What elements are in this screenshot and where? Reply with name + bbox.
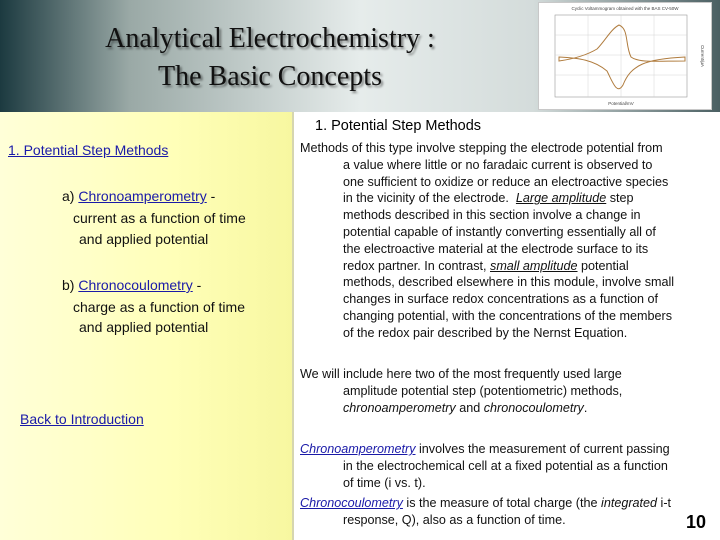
- left-item-b: [62, 277, 201, 293]
- p2-text: and: [455, 400, 484, 415]
- page-number: 10: [686, 512, 707, 532]
- p1-line: [300, 258, 712, 275]
- paragraph-1: [300, 140, 712, 342]
- item-a-description-1: current as a function of time: [73, 210, 246, 226]
- voltammogram-plot: [539, 3, 711, 109]
- paragraph-2: [300, 366, 712, 416]
- chronoamperometry-definition-link[interactable]: Chronoamperometry: [300, 442, 416, 456]
- p4-text: i-t: [657, 496, 672, 510]
- chronoamperometry-link[interactable]: Chronoamperometry: [78, 188, 207, 204]
- p1-line: a value where little or no faradaic current is observed to: [343, 157, 653, 172]
- p1-line: [300, 190, 712, 207]
- p1-line: Methods of this type involve stepping the electrode potential from: [300, 141, 663, 155]
- cyclic-voltammogram-thumbnail: [538, 2, 712, 110]
- back-to-introduction-item: [20, 411, 144, 427]
- p3-line: of time (i vs. t).: [343, 475, 426, 490]
- p2-line: [300, 400, 712, 417]
- p1-text: in the vicinity of the electrode.: [343, 191, 509, 206]
- small-amplitude-emphasis: small amplitude: [490, 258, 578, 273]
- header-banner: [0, 0, 720, 112]
- item-b-description-1: charge as a function of time: [73, 299, 245, 315]
- p1-line: of the redox pair described by the Nernst Equation.: [343, 325, 628, 340]
- chronocoulometry-link[interactable]: Chronocoulometry: [78, 277, 193, 293]
- left-item-1: [8, 142, 168, 158]
- item-a-prefix: a): [62, 188, 79, 204]
- p4-line: response, Q), also as a function of time.: [343, 512, 566, 527]
- integrated-emphasis: integrated: [601, 496, 658, 510]
- chronocoulometry-emphasis: chronocoulometry: [483, 400, 584, 415]
- p3-line: in the electrochemical cell at a fixed potential as a function: [343, 458, 668, 473]
- slide-title: [60, 20, 480, 96]
- p1-line: the electroactive material at the electrode surface to its: [343, 241, 649, 256]
- panel-divider: [292, 112, 294, 540]
- p1-line: methods, described elsewhere in this module, involve small: [343, 275, 675, 290]
- p1-line: changing potential, with the concentrations of the members: [343, 308, 673, 323]
- p2-text: .: [583, 400, 588, 415]
- p1-text: step: [606, 191, 634, 206]
- thumbnail-caption: Cyclic Voltammogram obtained with the BAS CV-50W: [571, 6, 679, 11]
- p2-line: We will include here two of the most frequently used large: [300, 367, 622, 381]
- p1-text: potential: [577, 258, 629, 273]
- title-line-2: The Basic Concepts: [158, 61, 382, 92]
- chronoamperometry-emphasis: chronoamperometry: [343, 400, 456, 415]
- potential-step-methods-link[interactable]: 1. Potential Step Methods: [8, 142, 169, 158]
- p1-line: one sufficient to oxidize or reduce an electroactive species: [343, 174, 669, 189]
- p3-text: involves the measurement of current passing: [415, 442, 670, 456]
- thumbnail-y-label: Current/µA: [700, 45, 705, 67]
- item-b-suffix: -: [192, 277, 202, 293]
- paragraph-3: [300, 441, 712, 491]
- large-amplitude-emphasis: Large amplitude: [515, 191, 607, 206]
- chronocoulometry-definition-link[interactable]: Chronocoulometry: [300, 496, 403, 510]
- p2-line: amplitude potential step (potentiometric) methods,: [343, 383, 623, 398]
- p1-line: methods described in this section involve a change in: [343, 208, 641, 223]
- section-heading: 1. Potential Step Methods: [315, 118, 482, 134]
- back-to-introduction-link[interactable]: Back to Introduction: [20, 411, 144, 427]
- left-item-a: [62, 188, 215, 204]
- p4-text: is the measure of total charge (the: [402, 496, 602, 510]
- item-b-description-2: and applied potential: [79, 319, 209, 335]
- paragraph-4: [300, 495, 712, 529]
- item-a-description-2: and applied potential: [79, 231, 209, 247]
- voltammogram-curve: [559, 25, 685, 89]
- item-a-suffix: -: [206, 188, 216, 204]
- p1-text: redox partner. In contrast,: [343, 258, 487, 273]
- p1-line: potential capable of instantly converting essentially all of: [343, 224, 656, 239]
- thumbnail-x-label: Potential/mV: [608, 101, 634, 106]
- title-line-1: Analytical Electrochemistry :: [105, 23, 435, 54]
- p1-line: changes in surface redox concentrations as a function of: [343, 292, 659, 307]
- item-b-prefix: b): [62, 277, 79, 293]
